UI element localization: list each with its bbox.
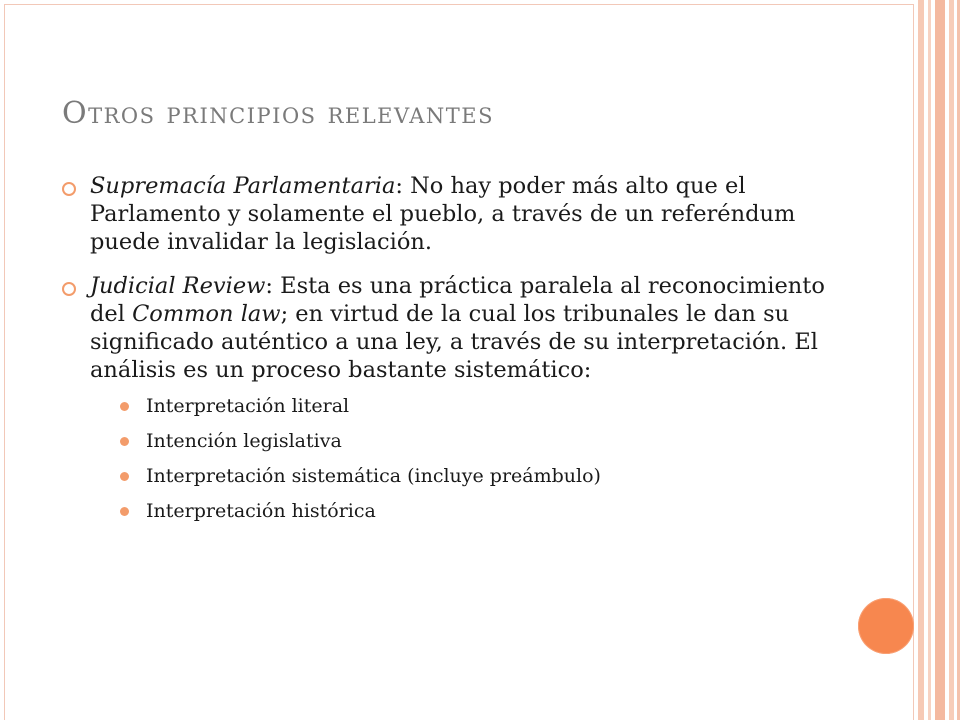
bullet-text: : Esta es una práctica paralela al reconocimiento del [90,273,825,327]
sub-bullet-list [90,394,832,523]
bullet-term: Supremacía Parlamentaria [90,173,396,199]
sub-bullet-text: Intención legislativa [146,430,342,452]
ring-bullet-icon [62,182,76,196]
sub-bullet-item [120,429,832,453]
sub-bullet-text: Interpretación literal [146,395,350,417]
dot-bullet-icon [120,472,129,481]
sub-bullet-item [120,499,832,523]
sub-bullet-text: Interpretación sistemática (incluye preámbulo) [146,465,601,487]
slide-content [62,172,832,539]
sub-bullet-item [120,394,832,418]
bullet-term-inline: Common law [132,301,281,327]
dot-bullet-icon [120,402,129,411]
decorative-stripe [935,0,945,720]
decorative-stripe [918,0,924,720]
bullet-item [62,272,832,523]
dot-bullet-icon [120,437,129,446]
ring-bullet-icon [62,282,76,296]
decorative-stripe [928,0,931,720]
slide-title: Otros principios relevantes [62,96,495,131]
bullet-text: : No hay poder más alto que el Parlamento y solamente el pueblo, a través de un referéndum puede invalidar la legislación. [90,173,796,255]
decorative-circle [858,598,914,654]
bullet-term: Judicial Review [90,273,266,299]
dot-bullet-icon [120,507,129,516]
decorative-stripe [949,0,954,720]
sub-bullet-item [120,464,832,488]
bullet-item [62,172,832,256]
bullet-text: ; en virtud de la cual los tribunales le dan su significado auténtico a una ley, a través de su interpretación. El análisis es un proceso bastante sistemático: [90,301,818,383]
sub-bullet-text: Interpretación histórica [146,500,376,522]
